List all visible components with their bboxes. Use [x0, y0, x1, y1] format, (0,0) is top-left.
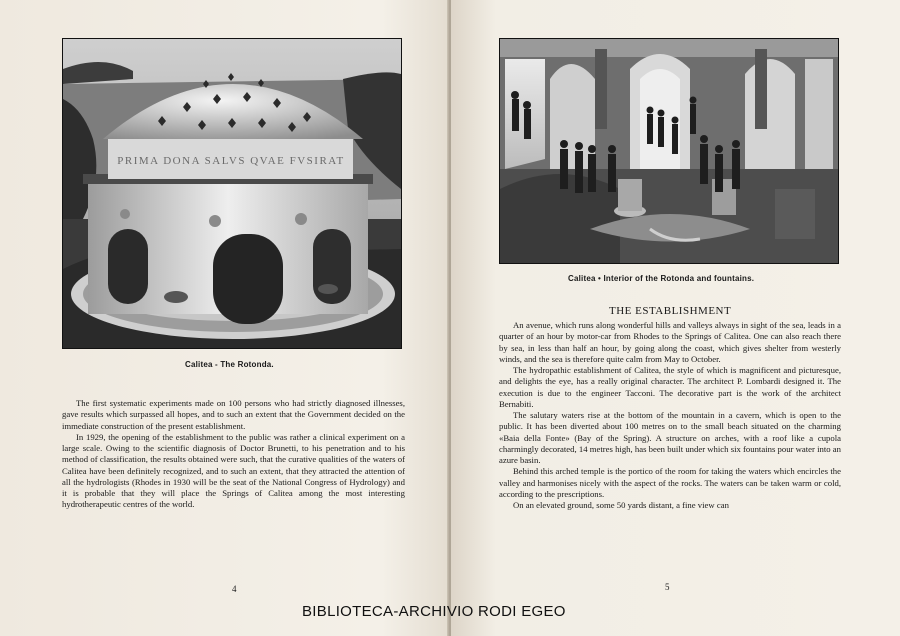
paragraph: On an elevated ground, some 50 yards distant, a fine view can: [513, 500, 729, 510]
paragraph: Behind this arched temple is the portico of the room for taking the waters which encircles the valley and harmonises nicely with the aspect of the rocks. The waters can be taken warm or cold, according to the prescriptions.: [499, 466, 841, 499]
archive-watermark: BIBLIOTECA-ARCHIVIO RODI EGEO: [302, 603, 566, 620]
page-number: 5: [665, 582, 670, 592]
paragraph: The first systematic experiments made on 100 persons who had strictly diagnosed illnesses, gave results which surpassed all hopes, and to such an extent that the Government decided on the immediate construction of the present establishment.: [62, 398, 405, 431]
paragraph: An avenue, which runs along wonderful hills and valleys always in sight of the sea, leads in a quarter of an hour by motor-car from Rhodes to the Springs of Calitea. One can also reach there by sea, in less than half an hour, by going along the coast, which gives shelter from westerly winds, and the sea is therefore quite calm from May to October.: [499, 320, 841, 364]
rotonda-interior-photo: [499, 38, 839, 264]
paragraph: The hydropathic establishment of Calitea, the style of which is magnificent and picturesque, and delights the eye, has a really original character. The architect P. Lombardi designed it. The execution is due to the engineer Tacconi. The decorative part is the work of the architect Bernabiti.: [499, 365, 841, 409]
left-page: [0, 0, 449, 636]
page-number: 4: [232, 584, 237, 594]
section-heading: THE ESTABLISHMENT: [609, 305, 732, 317]
body-text: [499, 320, 841, 511]
paragraph: The salutary waters rise at the bottom of the mountain in a cavern, which is open to the public. It has been diverted about 100 metres on to the small beach situated on the charming «Baia della Fonte» (Bay of the Spring). A structure on arches, with a roof like a cupola charmingly decorated, 14 metres high, has been built under which six fountains pour water into an azure basin.: [499, 410, 841, 465]
inscription-text: PRIMA DONA SALVS QVAE FVSIRAT: [117, 155, 345, 167]
photo-caption: Calitea • Interior of the Rotonda and fountains.: [568, 274, 755, 283]
rotonda-exterior-photo: [62, 38, 402, 349]
paragraph: In 1929, the opening of the establishment to the public was rather a clinical experiment on a large scale. Owing to the scientific diagnosis of Doctor Brunetti, to his penetration and to his method of classification, the results obtained were such, that the curative qualities of the waters of Calitea have been definitely recognized, and to such an extent, that they attracted the attention of all the hydrologists (Rhodes in 1930 will be the seat of the National Congress of Hydrology) and it is probable that they will place the Springs of Calitea among the most interesting hydrotherapeutic centres of the world.: [62, 431, 405, 510]
right-page: [451, 0, 900, 636]
body-text: [62, 398, 405, 511]
photo-caption: Calitea - The Rotonda.: [185, 360, 274, 369]
